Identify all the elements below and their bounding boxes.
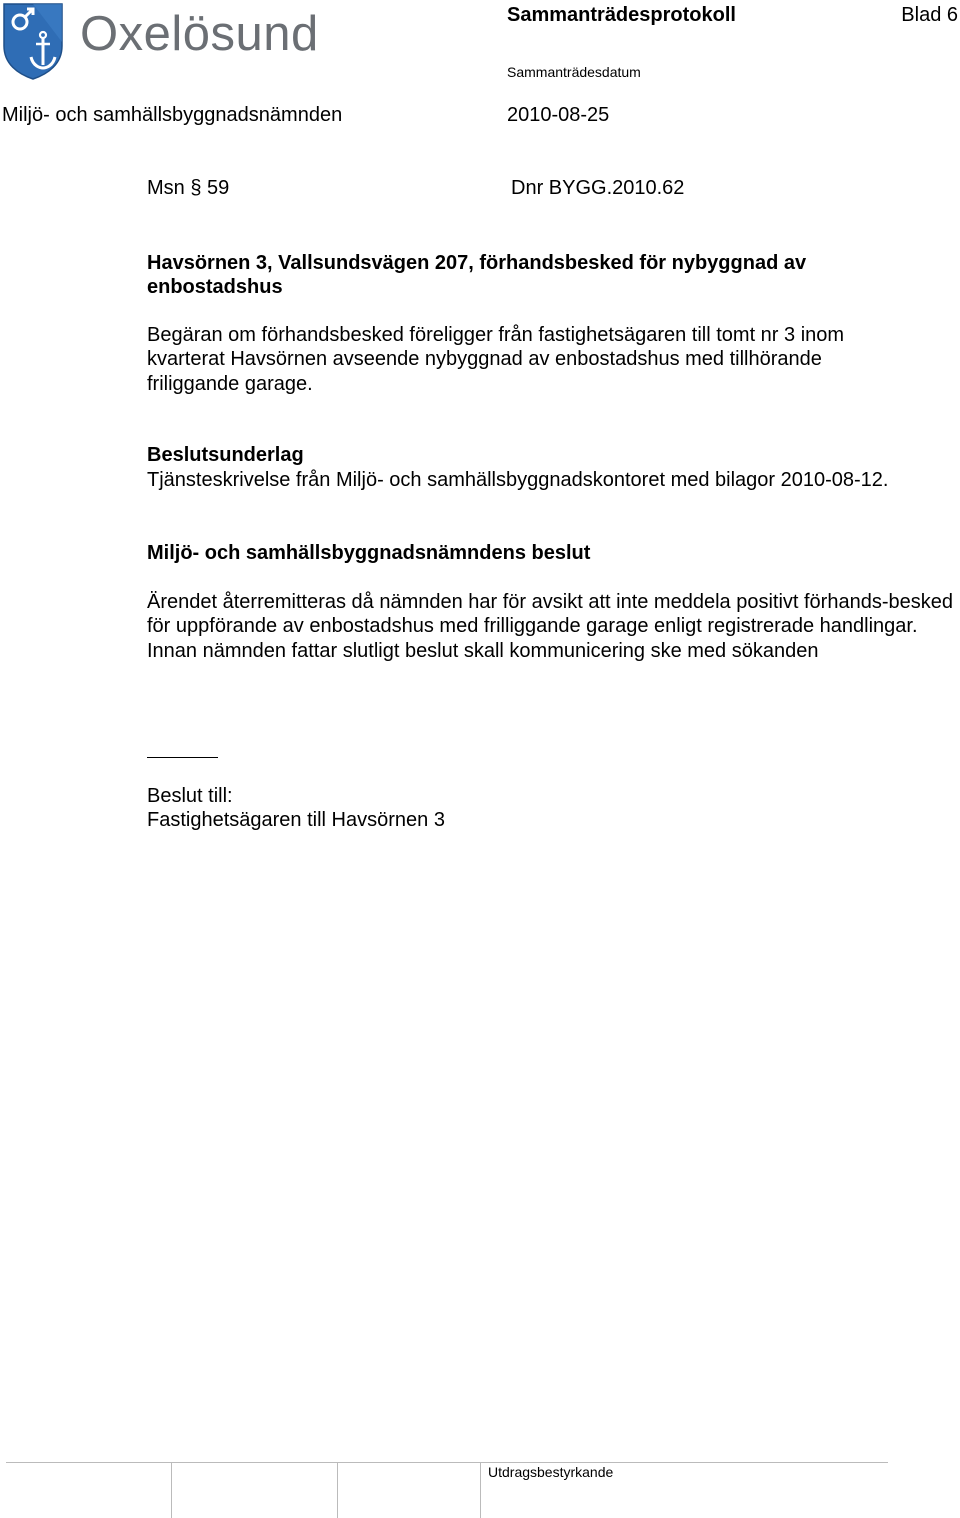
coat-of-arms-icon — [2, 2, 64, 80]
footer-cell-divider — [171, 1462, 172, 1518]
footer-rule — [6, 1462, 888, 1463]
decision-heading: Miljö- och samhällsbyggnadsnämndens beslut — [147, 542, 591, 564]
footer-cell-divider — [480, 1462, 481, 1518]
municipality-logo — [2, 2, 342, 82]
certification-label: Utdragsbestyrkande — [488, 1464, 614, 1480]
separator-line — [147, 757, 218, 758]
distribution-recipient: Fastighetsägaren till Havsörnen 3 — [147, 809, 445, 831]
page-number: Blad 6 — [901, 4, 958, 26]
paragraph-number: Msn § 59 — [147, 177, 230, 199]
meeting-date-label: Sammanträdesdatum — [507, 64, 641, 80]
footer-cell-divider — [337, 1462, 338, 1518]
meeting-date: 2010-08-25 — [507, 104, 610, 126]
distribution-label: Beslut till: — [147, 785, 233, 807]
basis-text: Tjänsteskrivelse från Miljö- och samhällsbyggnadskontoret med bilagor 2010-08-12. — [147, 469, 889, 491]
document-title: Sammanträdesprotokoll — [507, 4, 736, 26]
diary-number: Dnr BYGG.2010.62 — [511, 177, 685, 199]
decision-text: Ärendet återremitteras då nämnden har för avsikt att inte meddela positivt förhands-besked för uppförande av enbostadshus med frilliggande garage enligt registrerade handlingar. Innan nämnden fattar slutligt beslut skall kommunicering ske med sökanden — [147, 591, 953, 662]
case-description: Begäran om förhandsbesked föreligger från fastighetsägaren till tomt nr 3 inom kvarterat Havsörnen avseende nybyggnad av enbostadshus med tillhörande friliggande garage. — [147, 324, 845, 395]
basis-heading: Beslutsunderlag — [147, 444, 304, 466]
case-heading: Havsörnen 3, Vallsundsvägen 207, förhandsbesked för nybyggnad av enbostadshus — [147, 252, 807, 299]
committee-name: Miljö- och samhällsbyggnadsnämnden — [2, 104, 343, 126]
logo-wordmark: Oxelösund — [80, 7, 319, 61]
